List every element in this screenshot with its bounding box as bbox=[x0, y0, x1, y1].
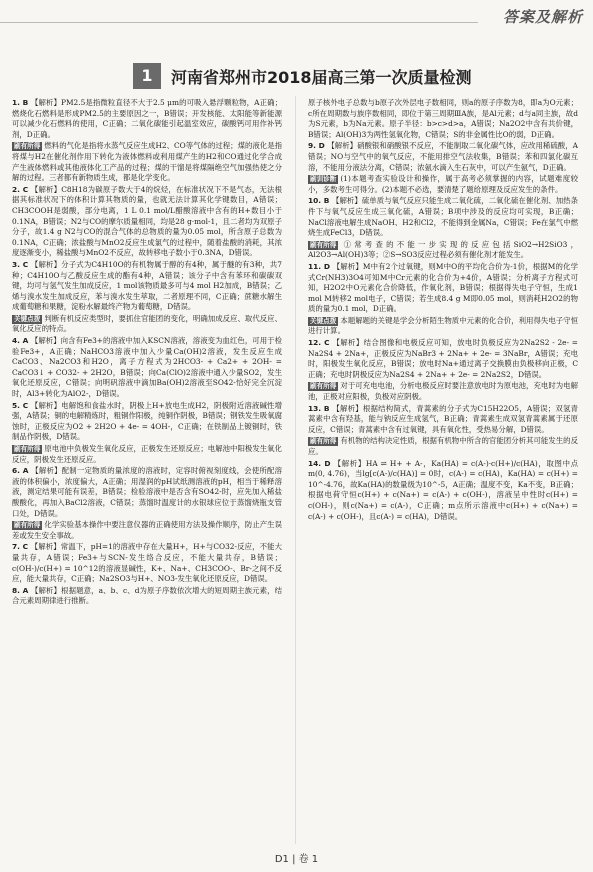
answer-item bbox=[308, 174, 578, 195]
answer-item bbox=[308, 240, 578, 261]
answer-item bbox=[308, 436, 578, 457]
question-number: 7. C bbox=[12, 542, 31, 552]
question-number: 1. B bbox=[12, 98, 31, 107]
answer-item bbox=[12, 98, 282, 140]
explanation-text: 【解析】常温下，pH=1的溶液中存在大量H+，H+与CO32-反应，不能大量共存，A错误；Fe3+与SCN-发生络合反应，不能大量共存，B错误；c(OH-)/c(H+) = 10^12的溶液显碱性，K+、Na+、CH3COO-、Br-之间不反应，能大量共存，C正确；Na2SO3与H+、NO3-发生氧化还原反应，D错误。 bbox=[12, 542, 282, 584]
note-tag: 刷有所得 bbox=[310, 240, 337, 249]
explanation-text: 【解析】C8H18为碳原子数大于4的烷烃，在标准状况下不是气态，无法根据其标准状况下的体积计算其物质的量，也就无法计算其化学键数目，A错误；CH3COOH是弱酸，部分电离，1 L 0.1 mol/L醋酸溶液中含有的H+数目小于0.1NA，B错误；N2与CO的摩尔质量相同，均是28 g·mol-1，且二者均为双原子分子，故1.4 g N2与CO的混合气体的总物质的量为0.05 mol，所含原子总数为0.1NA，C正确；浓盐酸与MnO2反应生成氯气的过程中，随着盐酸的消耗，其浓度逐渐变小，稀盐酸与MnO2不反应，故转移电子数小于0.3NA，D错误。 bbox=[12, 184, 282, 258]
question-number: 3. C bbox=[12, 259, 31, 269]
top-bar bbox=[0, 0, 593, 34]
explanation-text: 【解析】向含有Fe3+的溶液中加入KSCN溶液，溶液变为血红色，可用于检验Fe3+，A正确；NaHCO3溶液中加入少量Ca(OH)2溶液，发生反应生成CaCO3、Na2CO3和H2O，离子方程式为2HCO3- + Ca2+ + 2OH- = CaCO3↓ + CO32- + 2H2O，B错误；向Ca(ClO)2溶液中通入少量SO2，发生氧化还原反应，C错误；向明矾溶液中滴加Ba(OH)2溶液至SO42-恰好完全沉淀时，Al3+转化为AlO2-，D错误。 bbox=[12, 336, 282, 399]
column-divider bbox=[295, 96, 296, 844]
answer-item bbox=[12, 542, 282, 584]
question-number: 9. D bbox=[308, 141, 328, 151]
section-number: 1 bbox=[133, 63, 161, 89]
explanation-text: 【解析】结合图像和电极反应可知，放电时负极反应为2Na2S2 - 2e- = Na2S4 + 2Na+，正极反应为NaBr3 + 2Na+ + 2e- = 3NaBr，A错误；充电时，阳极发生氧化反应，B错误；放电时Na+通过离子交换膜由负极移向正极，C正确；充电时阴极反应为Na2S4 + 2Na+ + 2e- = 2Na2S2，D错误。 bbox=[308, 338, 578, 379]
question-number: 14. D bbox=[308, 458, 334, 468]
question-number: 4. A bbox=[12, 336, 31, 346]
answer-item bbox=[12, 466, 282, 519]
question-number: 11. D bbox=[308, 261, 333, 271]
answer-item bbox=[12, 586, 282, 607]
right-column bbox=[308, 98, 578, 523]
explanation-text: 【解析】M中有2个过氧键，则M中O的平均化合价为-1价，根据M的化学式Cr(NH3)3O4可知M中Cr元素的化合价为+4价，A错误；分析离子方程式可知，H2O2中O元素化合价降低，作氧化剂，B错误；根据得失电子守恒，生成1 mol M转移2 mol电子，C错误；若生成8.4 g M即0.05 mol，则消耗H2O2的物质的量为0.1 mol，D正确。 bbox=[308, 261, 579, 314]
explanation-text: 燃料的气化是指将水蒸气反应生成H2、CO等气体的过程；煤的液化是指将煤与H2在催化剂作用下转化为液体燃料或利用煤产生的H2和CO通过化学合成产生液体燃料或其他液体化工产品的过程；煤的干馏是将煤隔绝空气加强热使之分解的过程。三者都有新物质生成，都是化学变化。 bbox=[12, 141, 282, 183]
answer-item bbox=[12, 401, 282, 443]
explanation-text: 原子核外电子总数与b原子次外层电子数相同，则a的原子序数为8，即a为O元素；c所在周期数与族序数相同，即位于第三周期ⅢA族，是Al元素；d与a同主族，故d为S元素，b为Na元素。原子半径：b>c>d>a，A错误；Na2O2中含有共价键，B错误；Al(OH)3为两性氢氧化物，C错误；S的非金属性比O的弱，D正确。 bbox=[308, 98, 578, 139]
explanation-text: ①常考查的不能一步实现的反应包括SiO2→H2SiO3，Al2O3→Al(OH)3等；②S→SO3反应过程必须有催化剂才能发生。 bbox=[308, 239, 578, 260]
note-tag: 关键点拨 bbox=[310, 316, 337, 325]
note-tag: 关键点拨 bbox=[14, 314, 41, 323]
answer-item bbox=[12, 141, 282, 183]
note-tag: 刷训诊断 bbox=[310, 175, 337, 184]
explanation-text: 本题解题的关键是学会分析陌生物质中元素的化合价，利用得失电子守恒进行计算。 bbox=[308, 315, 578, 336]
explanation-text: 【解析】电解饱和食盐水时，阴极上H+放电生成H2，阴极附近溶液碱性增强，A错误；铜的电解精炼时，粗铜作阳极，纯铜作阴极，B错误；钢铁发生吸氧腐蚀时，正极反应为O2 + 2H2O + 4e- = 4OH-，C正确；在铁制品上镀铜时，铁制品作阴极，D错误。 bbox=[12, 400, 282, 442]
answer-item bbox=[308, 381, 578, 402]
question-number: 5. C bbox=[12, 400, 31, 410]
answer-item bbox=[12, 520, 282, 541]
note-tag: 刷有所得 bbox=[310, 382, 337, 391]
section-title-text: 河南省郑州市2018届高三第一次质量检测 bbox=[171, 68, 472, 87]
explanation-text: (1)本题考查实验设计和操作，属于高考必须掌握的内容，试题难度较小，多数考生可得分。(2)本题不必选，要清楚了题给原理及反应发生的条件。 bbox=[308, 174, 578, 194]
question-number: 2. C bbox=[12, 184, 31, 194]
explanation-text: 【解析】硫单质与氧气反应只能生成二氧化硫，二氧化硫在催化剂、加热条件下与氧气反应生成三氧化硫，A错误；B项中涉及的反应均可实现，B正确；NaCl溶液电解生成NaOH、H2和Cl2，不能得到金属Na，C错误；Fe在氯气中燃烧生成FeCl3，D错误。 bbox=[308, 196, 578, 238]
answer-item bbox=[308, 98, 578, 140]
explanation-text: 原电池中负极发生氧化反应，正极发生还原反应；电解池中阳极发生氧化反应，阴极发生还原反应。 bbox=[12, 444, 282, 464]
answer-item bbox=[308, 141, 578, 173]
answer-item bbox=[308, 262, 578, 315]
question-number: 12. C bbox=[308, 338, 333, 348]
answer-item bbox=[308, 338, 578, 380]
question-number: 10. B bbox=[308, 196, 333, 206]
question-number: 8. A bbox=[12, 585, 32, 595]
explanation-text: 【解析】配制一定物质的量浓度的溶液时，定容时俯视刻度线，会使所配溶液的体积偏小，浓度偏大，A正确；用湿润的pH试纸测溶液的pH，相当于稀释溶液，测定结果可能有误差，B错误；检验溶液中是否含有SO42-时，应先加入稀盐酸酸化，再加入BaCl2溶液，C错误；蒸馏时温度计的水银球应位于蒸馏烧瓶支管口处，D错误。 bbox=[12, 466, 282, 518]
answer-item bbox=[12, 260, 282, 313]
explanation-text: 【解析】HA ⇌ H+ + A-，Ka(HA) = c(A-)·c(H+)/c(HA)，取图中点m(0, 4.76)，当lg[c(A-)/c(HA)] = 0时，c(A-) = c(HA)，Ka(HA) = c(H+) = 10^-4.76，故Ka(HA)的数量级为10^-5，A正确；温度不变，Ka不变，B正确；根据电荷守恒c(H+) + c(Na+) = c(A-) + c(OH-)，溶液呈中性时c(H+) = c(OH-)，则c(Na+) = c(A-)，C正确；m点所示溶液中c(H+) + c(Na+) = c(A-) + c(OH-)，且c(A-) = c(HA)，D错误。 bbox=[308, 458, 579, 521]
note-tag: 刷有所得 bbox=[14, 521, 41, 530]
header-rule bbox=[0, 22, 478, 23]
answer-item bbox=[12, 314, 282, 335]
note-tag: 刷有所得 bbox=[14, 142, 41, 151]
explanation-text: 【解析】硝酸银和硝酸银不反应，不能制取二氧化碳气体，应改用稀硫酸，A错误；NO与空气中的氧气反应，不能用排空气法收集，B错误；苯和四氯化碳互溶，不能用分液法分离，C错误；浓氨水滴入生石灰中，可以产生氨气，D正确。 bbox=[308, 141, 579, 172]
answer-item bbox=[12, 336, 282, 400]
explanation-text: 对于可充电电池，分析电极反应时要注意放电时为原电池，充电时为电解池，正极对应阳极，负极对应阴极。 bbox=[308, 381, 578, 402]
note-tag: 刷有所得 bbox=[310, 437, 337, 446]
answer-item bbox=[308, 316, 578, 337]
answer-item bbox=[308, 196, 578, 238]
answer-item bbox=[12, 185, 282, 259]
explanation-text: 【解析】根据结构简式，青蒿素的分子式为C15H22O5，A错误；双氢青蒿素中含有羟基，能与钠反应生成氢气，B正确；青蒿素生成双氢青蒿素属于还原反应，C错误；青蒿素中含有过氧键，具有氧化性，受热易分解，D错误。 bbox=[308, 403, 578, 434]
question-number: 13. B bbox=[308, 403, 333, 413]
note-tag: 刷有所得 bbox=[14, 445, 41, 453]
section-title bbox=[133, 63, 472, 89]
explanation-text: 化学实验基本操作中要注意仪器的正确使用方法及操作顺序，防止产生误差或发生安全事故。 bbox=[12, 520, 282, 540]
explanation-text: 【解析】根据题意，a、b、c、d为原子序数依次增大的短周期主族元素，结合元素周期律进行推断。 bbox=[12, 585, 282, 606]
answer-item bbox=[308, 459, 578, 523]
explanation-text: 【解析】PM2.5是指微粒直径不大于2.5 μm的可吸入悬浮颗粒物，A正确；燃烧化石燃料是形成PM2.5的主要原因之一，B错误；开发核能、太阳能等新能源可以减少化石燃料的使用，C正确；二氧化碳能引起温室效应，碳酸钙可用作补钙剂，D正确。 bbox=[12, 98, 282, 139]
page-footer: D1 | 卷 1 bbox=[274, 854, 319, 865]
explanation-text: 判断有机反应类型时，要抓住官能团的变化，明确加成反应、取代反应、氧化反应的特点。 bbox=[12, 313, 282, 334]
left-column bbox=[12, 98, 282, 608]
explanation-text: 【解析】分子式为C4H10O的有机物属于醇的有4种，属于醚的有3种，共7种；C4H10O与乙酸反应生成的酯有4种，A错误；该分子中含有苯环和碳碳双键，均可与氢气发生加成反应，1 mol该物质最多可与4 mol H2加成，B错误；乙烯与溴水发生加成反应，苯与溴水发生萃取，二者原理不同，C正确；蔗糖水解生成葡萄糖和果糖，淀粉水解最终产物为葡萄糖，D错误。 bbox=[12, 259, 282, 312]
header-label: 答案及解析 bbox=[502, 8, 583, 26]
answer-item bbox=[308, 404, 578, 436]
question-number: 6. A bbox=[12, 466, 32, 476]
explanation-text: 有机物的结构决定性质，根据有机物中所含的官能团分析其可能发生的反应。 bbox=[308, 436, 578, 456]
answer-item bbox=[12, 444, 282, 465]
